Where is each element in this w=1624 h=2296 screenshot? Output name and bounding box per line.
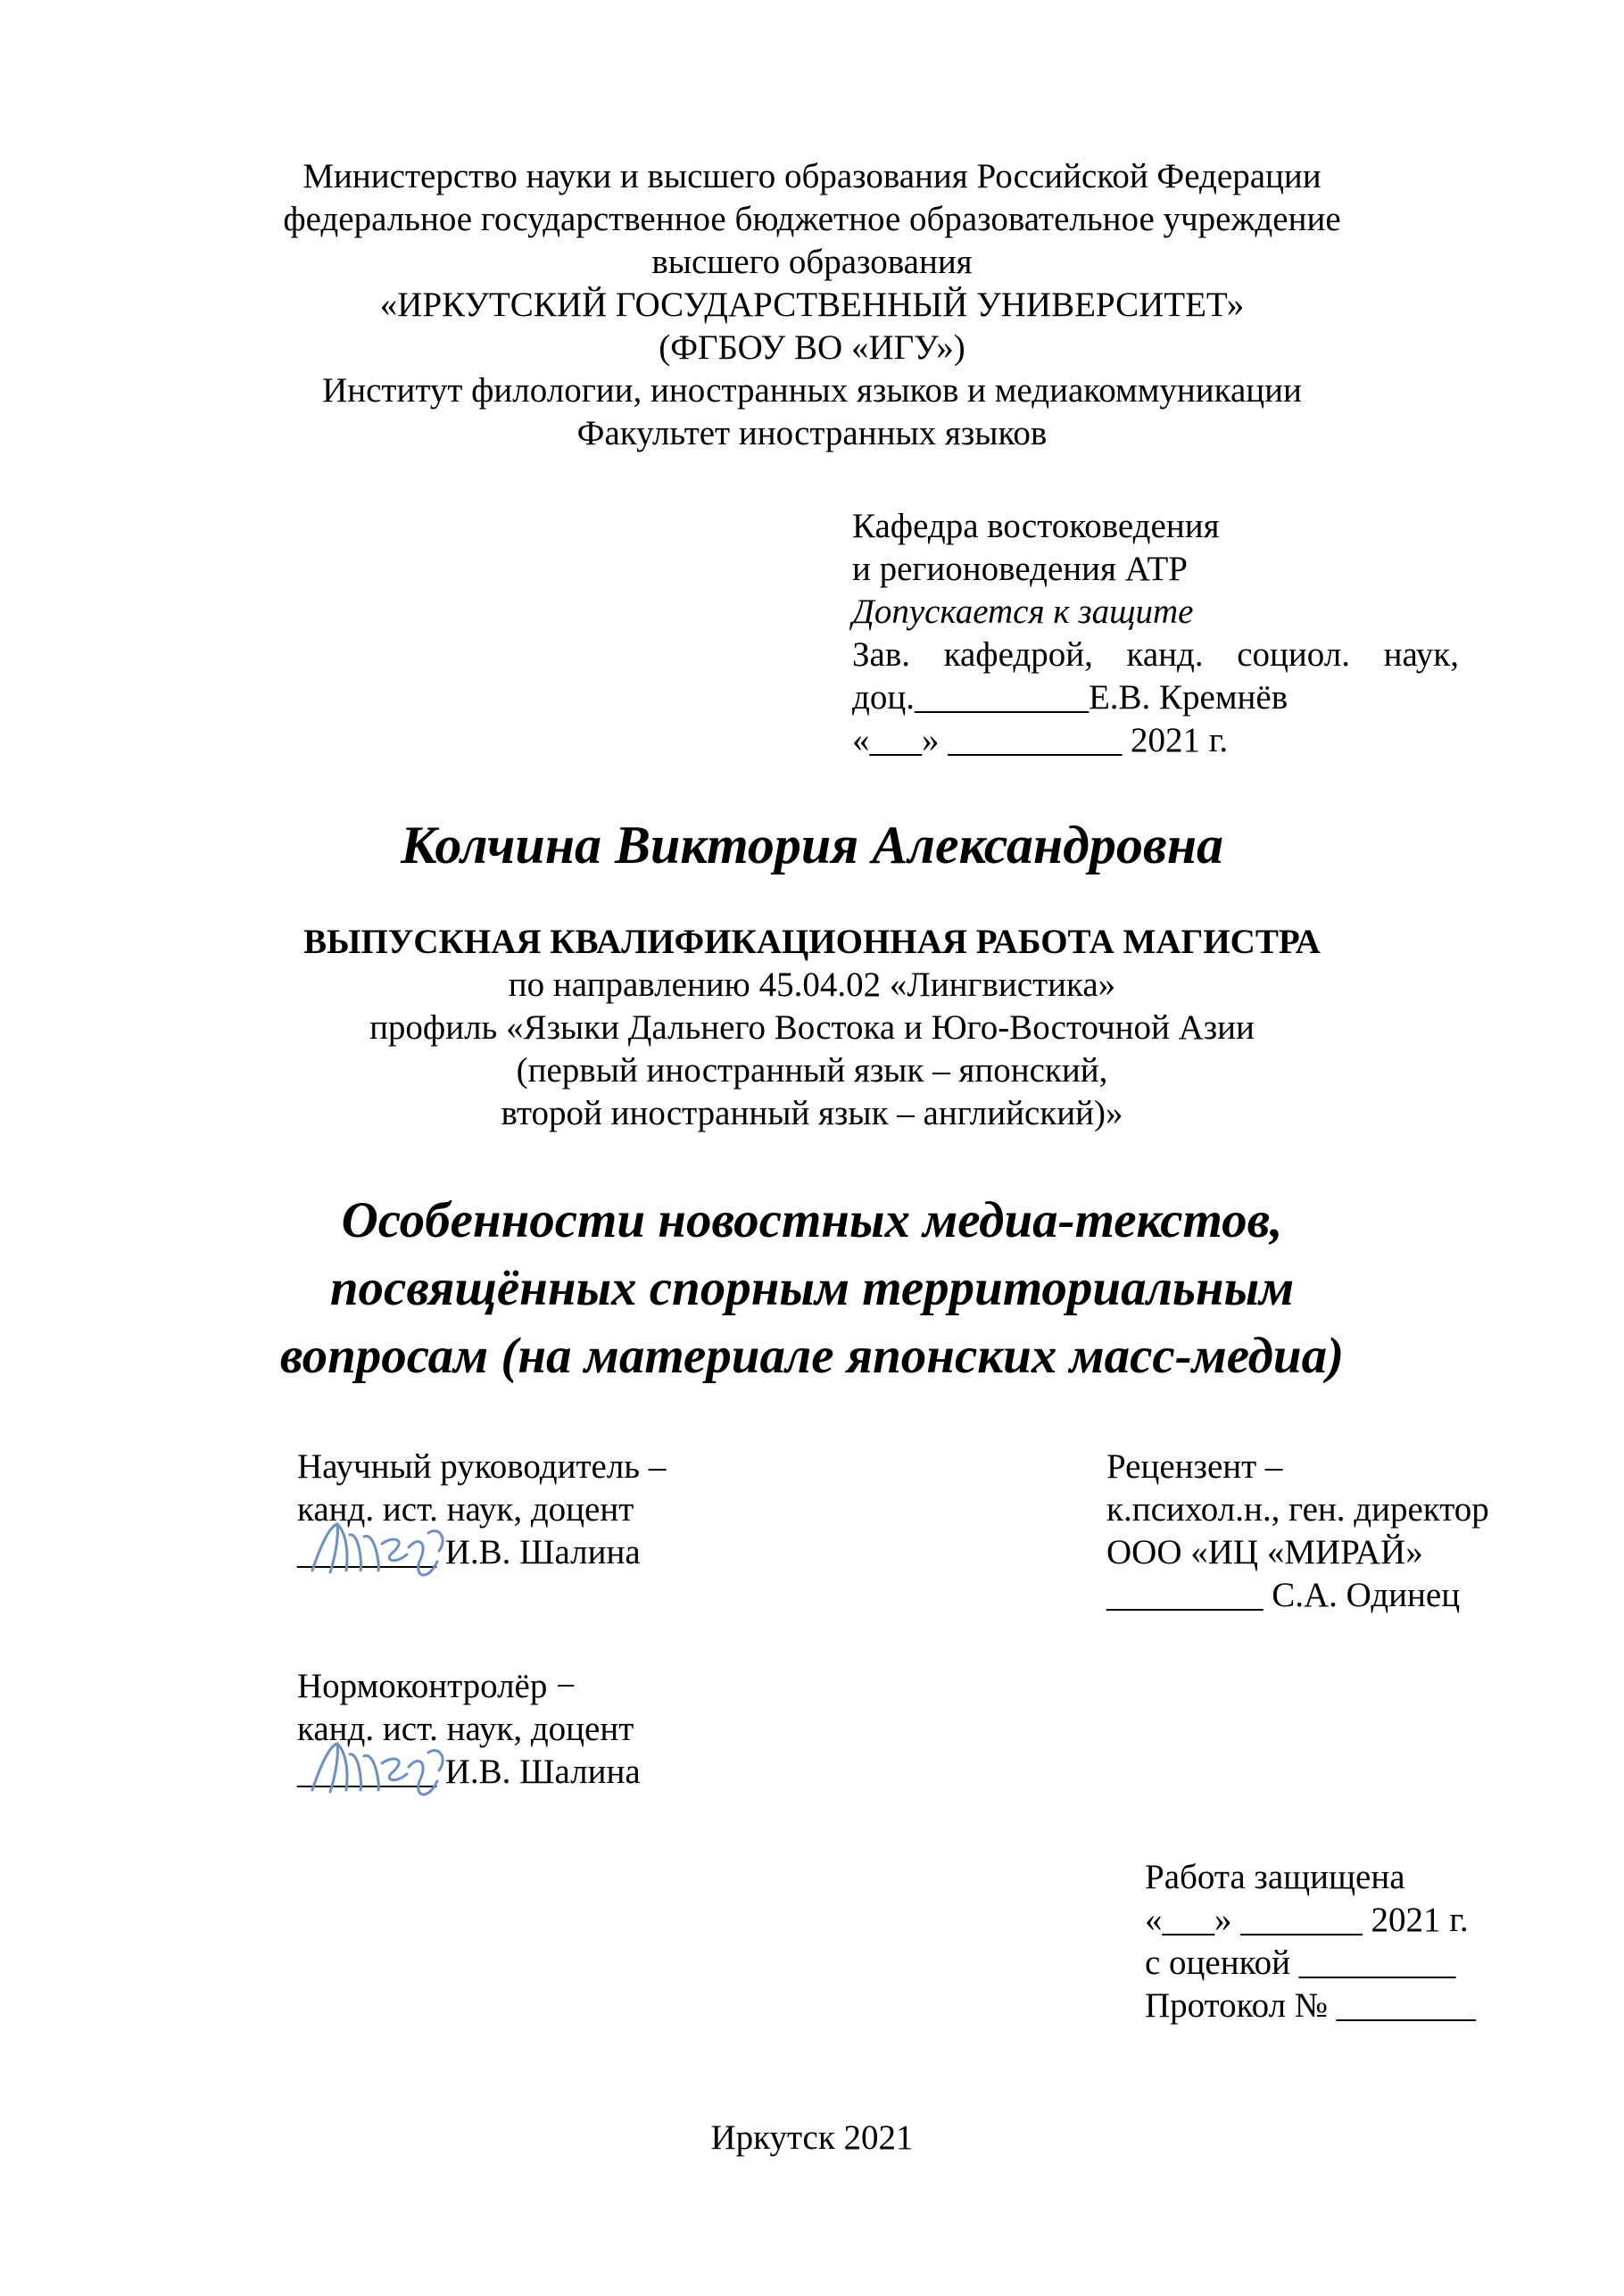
university-name: «ИРКУТСКИЙ ГОСУДАРСТВЕННЫЙ УНИВЕРСИТЕТ» — [379, 286, 1245, 324]
supervisor-role: Научный руководитель – — [297, 1447, 667, 1486]
reviewer-role: Рецензент – — [1106, 1447, 1283, 1486]
work-profile-line-2: (первый иностранный язык – японский, — [516, 1051, 1108, 1090]
supervisor-signature — [294, 1508, 464, 1588]
reviewer-organization: ООО «ИЦ «МИРАЙ» — [1106, 1533, 1423, 1571]
defense-grade-line: с оценкой _________ — [1145, 1944, 1456, 1982]
head-of-department-line-2: доц.__________Е.В. Кремнёв — [852, 678, 1288, 717]
work-direction: по направлению 45.04.02 «Лингвистика» — [508, 966, 1116, 1004]
faculty-line: Факультет иностранных языков — [576, 414, 1048, 452]
work-type: ВЫПУСКНАЯ КВАЛИФИКАЦИОННАЯ РАБОТА МАГИСТРА — [303, 923, 1321, 961]
supervisor-signature-line: ________ И.В. Шалина — [297, 1533, 641, 1571]
city-year: Иркутск 2021 — [710, 2118, 914, 2157]
defense-protocol-line: Протокол № ________ — [1145, 1986, 1476, 2025]
admitted-to-defense: Допускается к защите — [852, 593, 1194, 631]
normcontroller-signature-line: ________ И.В. Шалина — [297, 1753, 641, 1791]
defense-status: Работа защищена — [1145, 1858, 1405, 1896]
thesis-title-line-1: Особенности новостных медиа-текстов, — [341, 1192, 1283, 1248]
work-profile-line-1: профиль «Языки Дальнего Востока и Юго-Восточной Азии — [369, 1008, 1255, 1047]
reviewer-signature-line: _________ С.А. Одинец — [1106, 1576, 1461, 1614]
work-profile-line-3: второй иностранный язык – английский)» — [501, 1094, 1123, 1132]
normcontroller-degree: канд. ист. наук, доцент — [297, 1710, 634, 1748]
reviewer-degree: к.психол.н., ген. директор — [1106, 1490, 1489, 1529]
institute-line: Институт филологии, иностранных языков и медиакоммуникации — [322, 371, 1302, 410]
department-line-1: Кафедра востоковедения — [852, 507, 1220, 545]
thesis-title-line-2: посвящённых спорным территориальным — [329, 1260, 1295, 1316]
author-name: Колчина Виктория Александровна — [400, 816, 1224, 874]
ministry-line: Министерство науки и высшего образования Российской Федерации — [302, 157, 1322, 195]
university-abbreviation: (ФГБОУ ВО «ИГУ») — [659, 328, 965, 367]
education-level-line: высшего образования — [651, 243, 973, 281]
thesis-title-line-3: вопросам (на материале японских масс-медиа) — [279, 1328, 1345, 1384]
normcontroller-signature — [294, 1728, 464, 1808]
department-line-2: и регионоведения АТР — [852, 550, 1188, 588]
approval-date-line: «___» __________ 2021 г. — [852, 721, 1229, 759]
supervisor-degree: канд. ист. наук, доцент — [297, 1490, 634, 1529]
normcontroller-role: Нормоконтролёр − — [297, 1667, 576, 1705]
institution-type-line: федеральное государственное бюджетное образовательное учреждение — [283, 200, 1341, 238]
head-of-department-line-1: Зав. кафедрой, канд. социол. наук, — [852, 635, 1459, 674]
defense-date-line: «___» _______ 2021 г. — [1145, 1901, 1469, 1939]
